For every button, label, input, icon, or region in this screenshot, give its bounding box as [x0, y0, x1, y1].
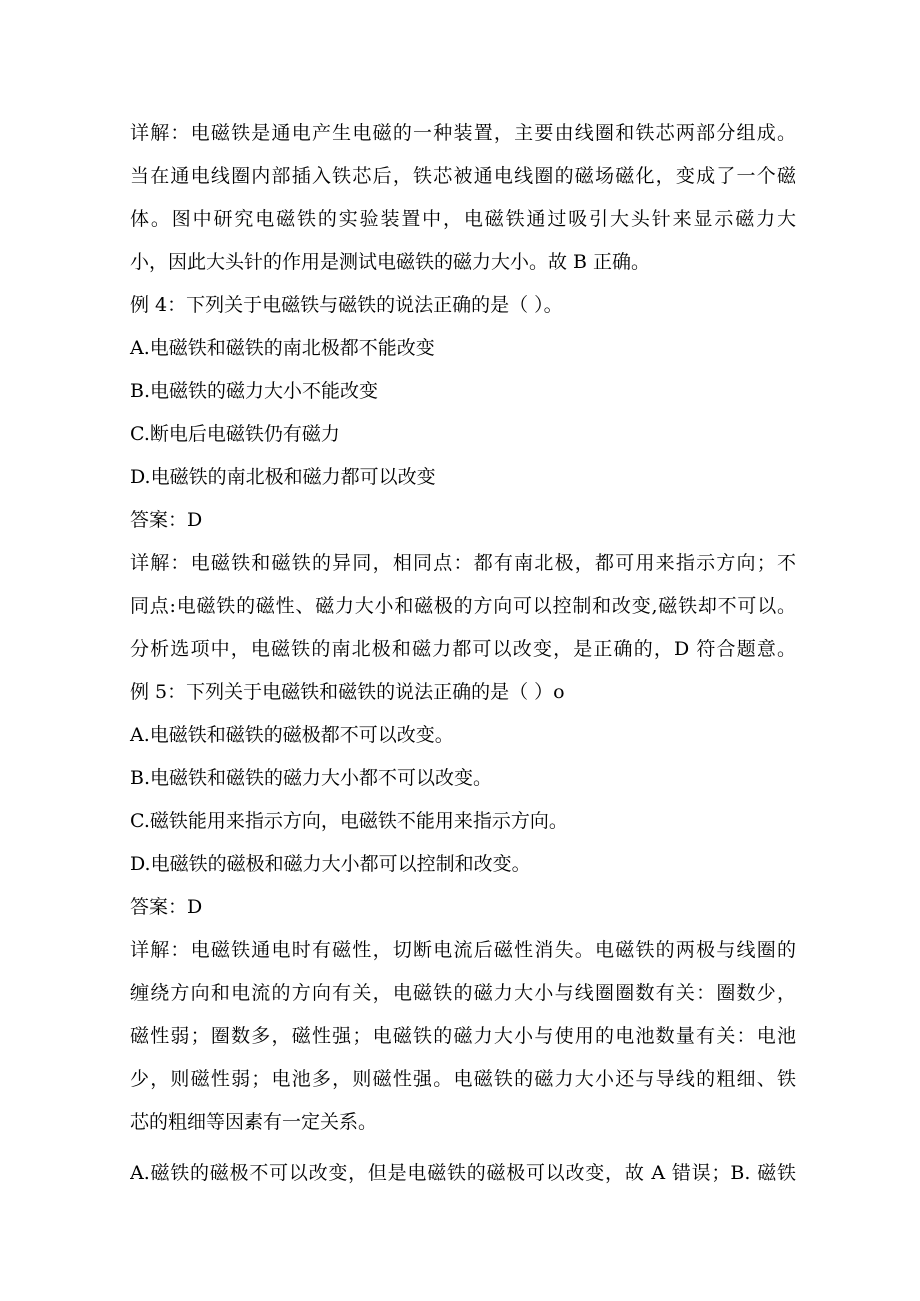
text-line: 同点:电磁铁的磁性、磁力大小和磁极的方向可以控制和改变,磁铁却不可以。: [130, 595, 796, 617]
example-5-answer: 答案：D: [130, 896, 203, 918]
example-5-option-b: B.电磁铁和磁铁的磁力大小都不可以改变。: [130, 767, 493, 789]
example-5-option-c: C.磁铁能用来指示方向，电磁铁不能用来指示方向。: [130, 810, 568, 832]
example-4-question: 例 4：下列关于电磁铁与磁铁的说法正确的是（ ）。: [130, 294, 563, 316]
text-line: 芯的粗细等因素有一定关系。: [130, 1111, 378, 1133]
example-4-option-d: D.电磁铁的南北极和磁力都可以改变: [130, 466, 436, 488]
text-line: 详解：电磁铁和磁铁的异同，相同点：都有南北极，都可用来指示方向；不: [130, 552, 796, 574]
text-line: 分析选项中，电磁铁的南北极和磁力都可以改变，是正确的，D 符合题意。: [130, 638, 796, 660]
example-4-option-b: B.电磁铁的磁力大小不能改变: [130, 380, 379, 402]
text-line: 缠绕方向和电流的方向有关，电磁铁的磁力大小与线圈圈数有关：圈数少，: [130, 982, 796, 1004]
text-line: 少，则磁性弱；电池多，则磁性强。电磁铁的磁力大小还与导线的粗细、铁: [130, 1068, 796, 1090]
example-4-option-c: C.断电后电磁铁仍有磁力: [130, 423, 340, 445]
example-5-option-d: D.电磁铁的磁极和磁力大小都可以控制和改变。: [130, 853, 531, 875]
text-line: 详解：电磁铁是通电产生电磁的一种装置，主要由线圈和铁芯两部分组成。: [130, 122, 796, 144]
paragraph-gap: [130, 1144, 796, 1152]
document-body: [130, 112, 796, 1195]
example-5-question: 例 5：下列关于电磁铁和磁铁的说法正确的是（ ）o: [130, 681, 565, 703]
text-line: A.磁铁的磁极不可以改变，但是电磁铁的磁极可以改变，故 A 错误；B. 磁铁: [130, 1162, 796, 1184]
example-4-option-a: A.电磁铁和磁铁的南北极都不能改变: [130, 337, 435, 359]
text-line: 详解：电磁铁通电时有磁性，切断电流后磁性消失。电磁铁的两极与线圈的: [130, 939, 796, 961]
example-5-option-a: A.电磁铁和磁铁的磁极都不可以改变。: [130, 724, 454, 746]
text-line: 磁性弱；圈数多，磁性强；电磁铁的磁力大小与使用的电池数量有关：电池: [130, 1025, 796, 1047]
example-4-answer: 答案：D: [130, 509, 203, 531]
text-line: 当在通电线圈内部插入铁芯后，铁芯被通电线圈的磁场磁化，变成了一个磁: [130, 165, 796, 187]
text-line: 体。图中研究电磁铁的实验装置中，电磁铁通过吸引大头针来显示磁力大: [130, 208, 796, 230]
text-line: 小，因此大头针的作用是测试电磁铁的磁力大小。故 B 正确。: [130, 251, 651, 273]
